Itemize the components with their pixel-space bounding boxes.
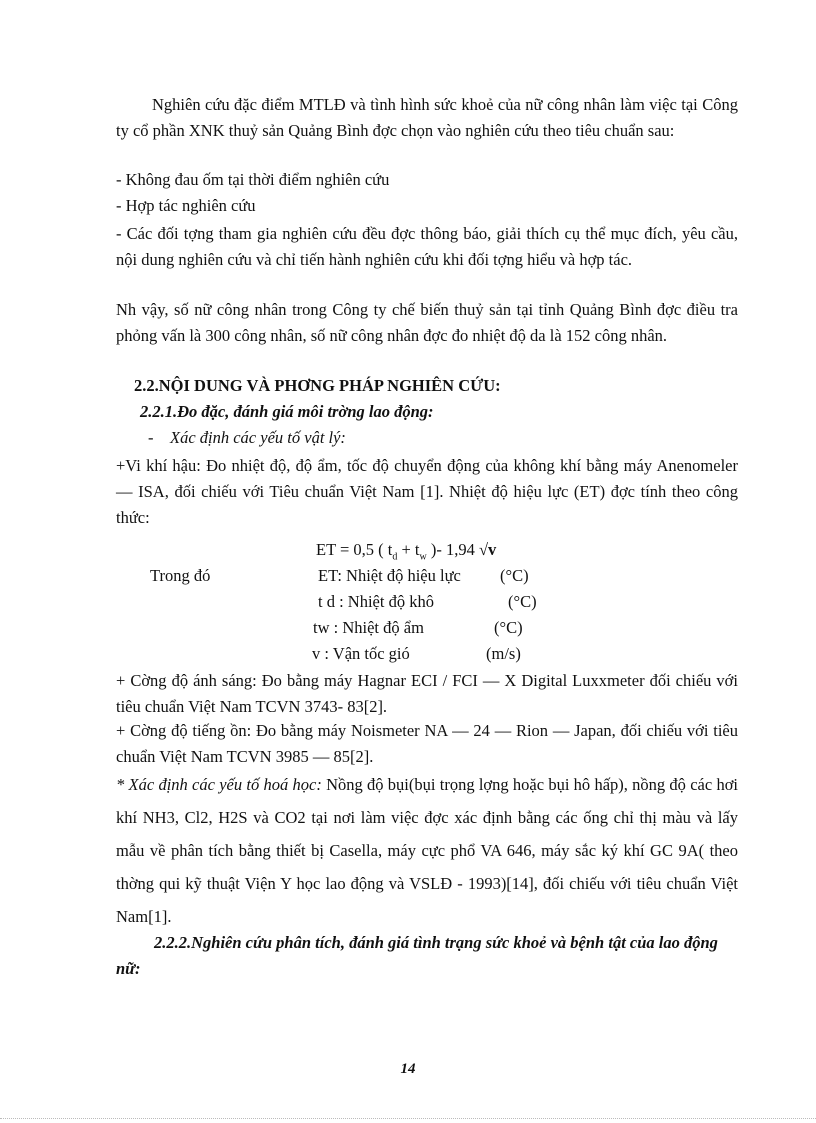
- section-heading-2-2-1: 2.2.1.Đo đặc, đánh giá môi trờng lao động:: [140, 402, 434, 421]
- definition-tw-unit: (°C): [494, 618, 523, 637]
- microclimate-paragraph: +Vi khí hậu: Đo nhiệt độ, độ ẩm, tốc độ chuyển động của không khí bằng máy Anenomeler — ISA, đối chiếu với Tiêu chuẩn Việt Nam [1]. Nhiệt độ hiệu lực (ET) đợc tính theo công thức:: [116, 456, 738, 527]
- physical-factors-text: Xác định các yếu tố vật lý:: [170, 428, 346, 447]
- page-bottom-divider: [0, 1118, 816, 1119]
- chemical-paragraph: [116, 768, 738, 933]
- sqrt-symbol: √v: [479, 540, 497, 559]
- definition-td: t d : Nhiệt độ khô: [318, 592, 434, 611]
- sample-paragraph: Nh vậy, số nữ công nhân trong Công ty chế biến thuỷ sản tại tỉnh Quảng Bình đợc điều tra phỏng vấn là 300 công nhân, số nữ công nhân đợc đo nhiệt độ da là 152 công nhân.: [116, 300, 738, 345]
- et-formula: ET = 0,5 ( $t_d + t_w$ )- 1,94 √v: [316, 540, 497, 563]
- intro-paragraph: Nghiên cứu đặc điểm MTLĐ và tình hình sức khoẻ của nữ công nhân làm việc tại Công ty cổ phần XNK thuỷ sản Quảng Bình đợc chọn vào nghiên cứu theo tiêu chuẩn sau:: [116, 95, 738, 140]
- definition-td-unit: (°C): [508, 592, 537, 611]
- criterion-1: - Không đau ốm tại thời điểm nghiên cứu: [116, 170, 390, 189]
- definition-et: ET: Nhiệt độ hiệu lực: [318, 566, 461, 585]
- where-label: Trong đó: [150, 566, 211, 585]
- definition-et-unit: (°C): [500, 566, 529, 585]
- noise-paragraph: + Cờng độ tiếng ồn: Đo bằng máy Noismeter NA — 24 — Rion — Japan, đối chiếu với tiêu chuẩn Việt Nam TCVN 3985 — 85[2].: [116, 721, 738, 766]
- definition-v-unit: (m/s): [486, 644, 521, 663]
- chemical-label: * Xác định các yếu tố hoá học:: [116, 775, 322, 794]
- definition-tw: tw : Nhiệt độ ẩm: [313, 618, 424, 637]
- definition-v: v : Vận tốc gió: [312, 644, 410, 663]
- criterion-3: - Các đối tợng tham gia nghiên cứu đều đợc thông báo, giải thích cụ thể mục đích, yêu cầu, nội dung nghiên cứu và chỉ tiến hành nghiên cứu khi đối tợng hiểu và hợp tác.: [116, 224, 738, 269]
- section-heading-2-2-2: 2.2.2.Nghiên cứu phân tích, đánh giá tình trạng sức khoẻ và bệnh tật của lao động nữ:: [116, 933, 718, 978]
- bullet-dash: -: [148, 428, 170, 447]
- physical-factors-label: [148, 428, 346, 448]
- criterion-2: - Hợp tác nghiên cứu: [116, 196, 256, 215]
- chemical-text: Nồng độ bụi(bụi trọng lợng hoặc bụi hô hấp), nồng độ các hơi khí NH3, Cl2, H2S và CO2 tại nơi làm việc đợc xác định bằng các ống chỉ thị màu và lấy mẫu về phân tích bằng thiết bị Casella, máy cực phổ VA 646, máy sắc ký khí GC 9A( theo thờng qui kỹ thuật Viện Y học lao động và VSLĐ - 1993)[14], đối chiếu với tiêu chuẩn Việt Nam[1].: [116, 775, 739, 926]
- light-paragraph: + Cờng độ ánh sáng: Đo bằng máy Hagnar ECI / FCI — X Digital Luxxmeter đối chiếu với tiêu chuẩn Việt Nam TCVN 3743- 83[2].: [116, 671, 738, 716]
- section-heading-2-2: 2.2.NỘI DUNG VÀ PHƠNG PHÁP NGHIÊN CỨU:: [134, 376, 501, 395]
- page-number: 14: [400, 1061, 416, 1077]
